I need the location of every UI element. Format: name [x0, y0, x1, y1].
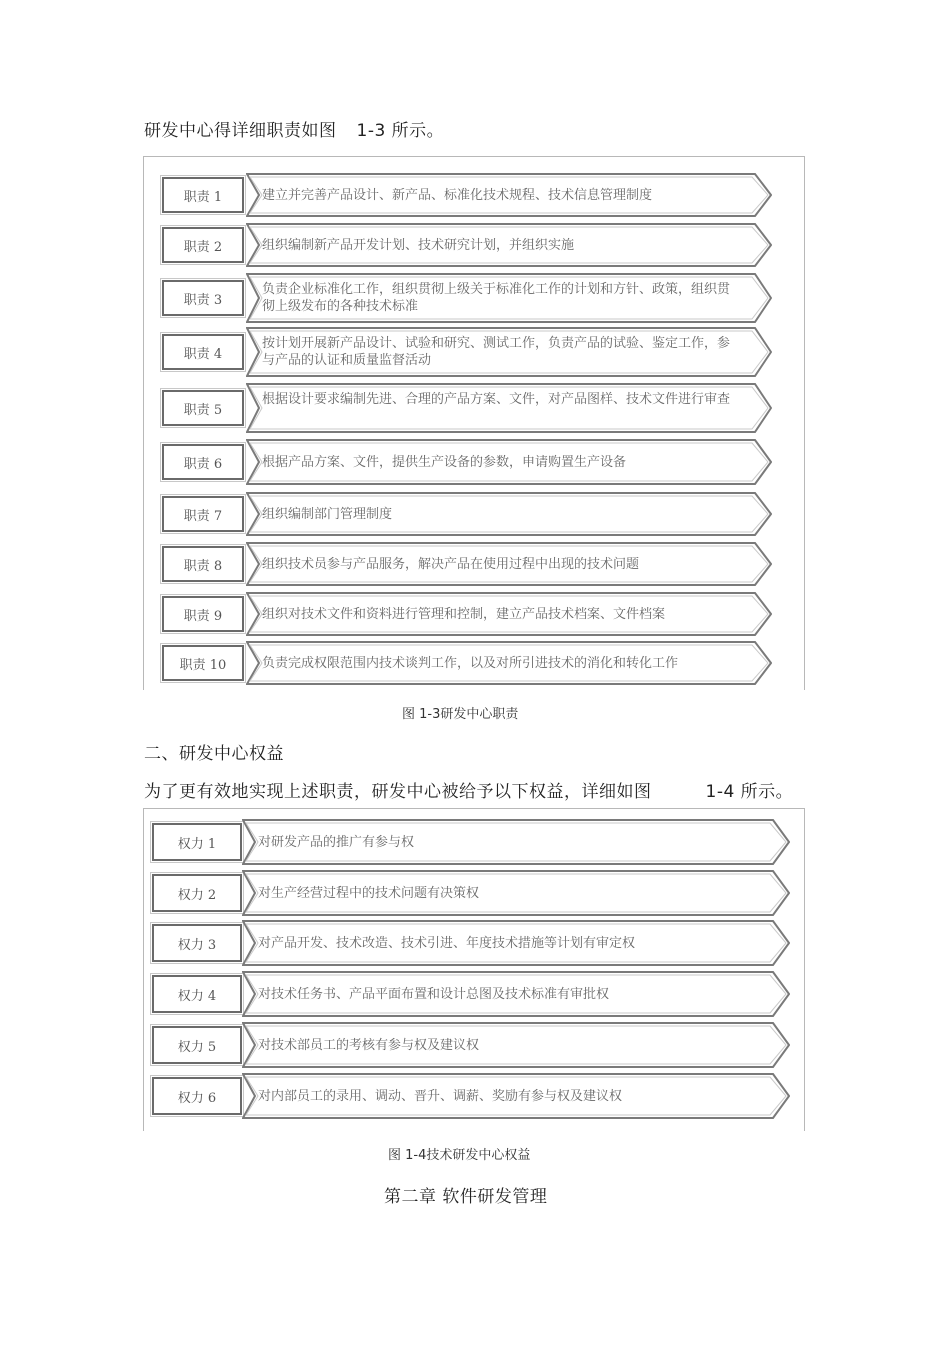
- responsibility-row: [144, 542, 804, 586]
- responsibility-label: 职责 3: [162, 280, 244, 316]
- right-arrow: [242, 870, 790, 916]
- responsibility-arrow: [246, 383, 772, 433]
- right-arrow: [242, 920, 790, 966]
- responsibility-label: 职责 5: [162, 390, 244, 426]
- responsibility-arrow: [246, 641, 772, 685]
- responsibility-label: 职责 10: [162, 645, 244, 681]
- section2-title: 二、研发中心权益: [144, 744, 284, 764]
- right-row: [144, 1073, 804, 1119]
- responsibility-label: 职责 6: [162, 444, 244, 480]
- responsibility-row: [144, 492, 804, 536]
- responsibility-arrow: [246, 327, 772, 377]
- right-label: 权力 5: [152, 1026, 242, 1064]
- responsibility-row: [144, 223, 804, 267]
- section2-paragraph: [144, 777, 793, 802]
- responsibility-label: 职责 7: [162, 496, 244, 532]
- right-row: [144, 870, 804, 916]
- responsibility-row: [144, 327, 804, 377]
- responsibility-label: 职责 9: [162, 596, 244, 632]
- responsibility-row: [144, 383, 804, 433]
- responsibility-text: 组织对技术文件和资料进行管理和控制，建立产品技术档案、文件档案: [262, 606, 666, 622]
- right-label: 权力 2: [152, 874, 242, 912]
- right-row: [144, 819, 804, 865]
- responsibility-label: 职责 2: [162, 227, 244, 263]
- responsibility-arrow: [246, 439, 772, 485]
- responsibility-arrow: [246, 492, 772, 536]
- section2-figure-ref: 1-4 所示。: [705, 782, 794, 802]
- figure2-caption: 图 1-4技术研发中心权益: [388, 1148, 531, 1163]
- right-label: 权力 3: [152, 924, 242, 962]
- right-text: 对技术任务书、产品平面布置和设计总图及技术标准有审批权: [258, 986, 610, 1002]
- responsibility-text: 按计划开展新产品设计、试验和研究、测试工作，负责产品的试验、鉴定工作，参与产品的认证和质量监督活动: [262, 336, 731, 368]
- intro-figure-ref: 1-3 所示。: [356, 121, 445, 141]
- responsibility-arrow: [246, 273, 772, 323]
- responsibility-text: 组织编制新产品开发计划、技术研究计划，并组织实施: [262, 237, 575, 253]
- responsibility-label: 职责 4: [162, 334, 244, 370]
- responsibility-row: [144, 592, 804, 636]
- responsibilities-figure: [143, 156, 805, 690]
- responsibility-arrow: [246, 173, 772, 217]
- right-text: 对研发产品的推广有参与权: [258, 834, 415, 850]
- right-text: 对内部员工的录用、调动、晋升、调薪、奖励有参与权及建议权: [258, 1088, 623, 1104]
- responsibility-text: 建立并完善产品设计、新产品、标准化技术规程、技术信息管理制度: [262, 187, 653, 203]
- responsibility-row: [144, 173, 804, 217]
- responsibility-row: [144, 439, 804, 485]
- responsibility-row: [144, 273, 804, 323]
- responsibility-label: 职责 1: [162, 177, 244, 213]
- responsibility-text: 负责完成权限范围内技术谈判工作，以及对所引进技术的消化和转化工作: [262, 655, 679, 671]
- responsibility-text: 负责企业标准化工作，组织贯彻上级关于标准化工作的计划和方针、政策，组织贯彻上级发布的各种技术标准: [262, 282, 731, 314]
- responsibility-label: 职责 8: [162, 546, 244, 582]
- right-label: 权力 4: [152, 975, 242, 1013]
- chapter-title: 第二章 软件研发管理: [384, 1187, 548, 1207]
- right-row: [144, 1022, 804, 1068]
- responsibility-text: 根据产品方案、文件，提供生产设备的参数，申请购置生产设备: [262, 454, 627, 470]
- right-text: 对生产经营过程中的技术问题有决策权: [258, 885, 480, 901]
- intro-text: 研发中心得详细职责如图: [144, 121, 337, 141]
- section2-text: 为了更有效地实现上述职责，研发中心被给予以下权益，详细如图: [144, 782, 652, 802]
- right-label: 权力 1: [152, 823, 242, 861]
- right-row: [144, 971, 804, 1017]
- right-label: 权力 6: [152, 1077, 242, 1115]
- intro-paragraph: [144, 116, 444, 141]
- rights-figure: [143, 808, 805, 1131]
- responsibility-text: 根据设计要求编制先进、合理的产品方案、文件，对产品图样、技术文件进行审查: [262, 392, 731, 407]
- right-arrow: [242, 1073, 790, 1119]
- responsibility-row: [144, 641, 804, 685]
- right-text: 对产品开发、技术改造、技术引进、年度技术措施等计划有审定权: [258, 935, 636, 951]
- right-arrow: [242, 971, 790, 1017]
- responsibility-text: 组织编制部门管理制度: [262, 506, 393, 522]
- right-arrow: [242, 819, 790, 865]
- right-text: 对技术部员工的考核有参与权及建议权: [258, 1037, 480, 1053]
- responsibility-arrow: [246, 223, 772, 267]
- responsibility-arrow: [246, 592, 772, 636]
- responsibility-arrow: [246, 542, 772, 586]
- figure1-caption: 图 1-3研发中心职责: [402, 707, 519, 722]
- responsibility-text: 组织技术员参与产品服务，解决产品在使用过程中出现的技术问题: [262, 556, 640, 572]
- right-arrow: [242, 1022, 790, 1068]
- right-row: [144, 920, 804, 966]
